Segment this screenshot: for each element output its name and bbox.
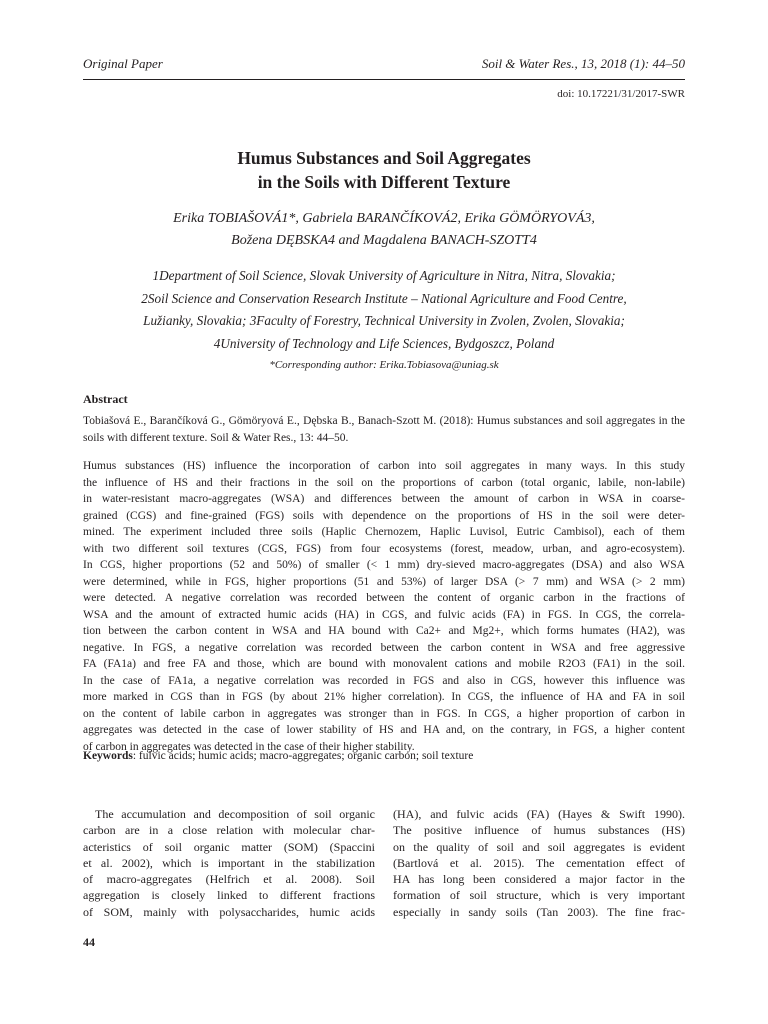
header-divider	[83, 79, 685, 80]
paper-title	[83, 146, 685, 194]
author-line: Erika TOBIAŠOVÁ1*, Gabriela BARANČÍKOVÁ2, Erika GÖMÖRYOVÁ3,	[173, 211, 595, 226]
affiliation-line: 1Department of Soil Science, Slovak University of Agriculture in Nitra, Nitra, Slovakia;	[152, 268, 616, 283]
title-line: in the Soils with Different Texture	[257, 172, 511, 192]
body-line: et al. 2002), which is important in the stabilization	[83, 855, 375, 870]
abstract-line: FA (FA1a) and free FA and those, which are bound with monovalent cations and mobile R2O3 (FA1) in the soil.	[83, 658, 685, 670]
abstract-line: were detected. A negative correlation was recorded between the content of organic carbon in the fractions of	[83, 592, 685, 604]
page-number: 44	[83, 935, 95, 949]
body-line: on the quality of soil and soil aggregates is evident	[393, 839, 685, 854]
abstract-line: of carbon in aggregates was detected in the case of their higher stability.	[83, 740, 415, 753]
abstract-line: on the content of labile carbon in aggregates was stronger than in FGS. In CGS, a higher proportion of carbon in	[83, 707, 685, 720]
doi: doi: 10.17221/31/2017-SWR	[557, 88, 685, 100]
abstract-line: grained (CGS) and fine-grained (FGS) soils with dependence on the proportions of HS in the soil were deter-	[83, 509, 685, 522]
keywords-text: : fulvic acids; humic acids; macro-aggregates; organic carbon; soil texture	[132, 750, 474, 762]
author-line: Božena DĘBSKA4 and Magdalena BANACH-SZOTT4	[231, 233, 537, 248]
running-header-left: Original Paper	[83, 56, 163, 71]
affiliations	[83, 265, 685, 375]
corresponding-author: *Corresponding author: Erika.Tobiasova@uniag.sk	[269, 359, 499, 371]
abstract-line: tion between the carbon content in WSA and HA bound with Ca2+ and Mg2+, which forms humates (HA2), was	[83, 625, 685, 637]
body-line: acteristics of soil organic matter (SOM) (Spaccini	[83, 839, 375, 854]
abstract-line: the influence of HS and their fractions in the soil on the proportions of carbon (total organic, labile, non-labile)	[83, 476, 685, 489]
affiliation-line: Lužianky, Slovakia; 3Faculty of Forestry, Technical University in Zvolen, Zvolen, Slovakia;	[143, 313, 625, 328]
body-line: of SOM, mainly with polysaccharides, humic acids	[83, 904, 375, 919]
title-line: Humus Substances and Soil Aggregates	[237, 148, 531, 168]
abstract-line: In CGS, higher proportions (52 and 50%) of smaller (< 1 mm) dry-sieved macro-aggregates (DSA) and also WSA	[83, 559, 685, 571]
body-line: especially in sandy soils (Tan 2003). The fine frac-	[393, 904, 685, 919]
body-line: The positive influence of humus substances (HS)	[393, 823, 685, 838]
abstract-line: more marked in CGS than in FGS (by about 21% higher correlation). In CGS, the influence of HA and FA in soil	[83, 691, 685, 703]
abstract-line: Humus substances (HS) influence the incorporation of carbon into soil aggregates in many ways. In this study	[83, 460, 685, 472]
body-line: aggregation is closely linked to different fractions	[83, 888, 375, 903]
body-line: formation of soil structure, which is very important	[393, 888, 685, 903]
body-line: HA has long been considered a major factor in the	[393, 872, 685, 887]
body-column-left	[83, 806, 375, 920]
body-line: The accumulation and decomposition of soil organic	[95, 807, 375, 821]
keywords	[83, 748, 685, 765]
affiliation-line: 2Soil Science and Conservation Research Institute – National Agriculture and Food Centre,	[141, 290, 627, 306]
body-line: carbon are in a close relation with molecular char-	[83, 823, 375, 838]
abstract-line: aggregates was detected in the case of lower stability of HS and HA and, on the contrary, in FGS, a higher content	[83, 724, 685, 736]
abstract-text	[83, 458, 685, 755]
body-line: (HA), and fulvic acids (FA) (Hayes & Swift 1990).	[393, 807, 685, 821]
body-column-right	[393, 806, 685, 920]
affiliation-line: 4University of Technology and Life Sciences, Bydgoszcz, Poland	[213, 335, 555, 351]
abstract-line: mined. The experiment included three soils (Haplic Chernozem, Haplic Luvisol, Eutric Cambisol), each of them	[83, 526, 685, 538]
body-line: (Bartlová et al. 2015). The cementation effect of	[393, 855, 685, 870]
abstract-line: with two different soil textures (CGS, FGS) from four ecosystems (forest, meadow, urban, and agro-ecosystem).	[83, 542, 685, 555]
abstract-line: negative. In FGS, a negative correlation was recorded between the carbon content in WSA and free aggressive	[83, 641, 685, 654]
running-header-right: Soil & Water Res., 13, 2018 (1): 44–50	[481, 56, 685, 71]
author-list	[83, 208, 685, 252]
abstract-line: were determined, while in FGS, higher proportions (51 and 53%) of larger DSA (> 7 mm) and WSA (> 2 mm)	[83, 575, 685, 588]
abstract-heading: Abstract	[83, 392, 128, 406]
keywords-label: Keywords	[83, 750, 133, 762]
body-line: of macro-aggregates (Helfrich et al. 2008). Soil	[83, 872, 375, 887]
citation: Tobiašová E., Barančíková G., Gömöryová E., Dębska B., Banach-Szott M. (2018): Humus substances and soil aggregates in the soils with different texture. Soil & Water Res., 13: 44–50.	[83, 415, 685, 444]
abstract-line: in water-resistant macro-aggregates (WSA) and differences between the amount of carbon in WSA in coarse-	[83, 493, 685, 505]
abstract-line: In the case of FA1a, a negative correlation was recorded in FGS and also in CGS, however this influence was	[83, 674, 685, 687]
abstract-line: WSA and the amount of extracted humic acids (HA) in CGS, and fulvic acids (FA) in FGS. In CGS, the correla-	[83, 608, 685, 621]
